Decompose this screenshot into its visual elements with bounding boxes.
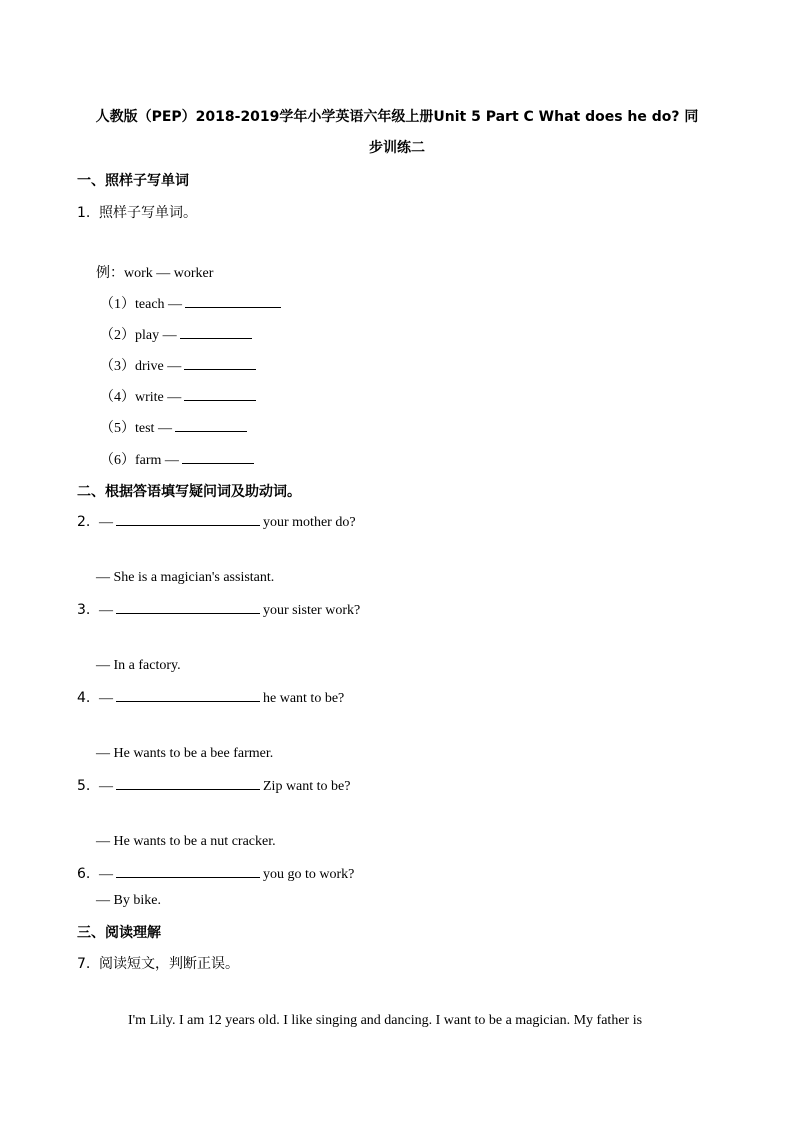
answer-line: — By bike. — [96, 893, 161, 908]
fill-item-label: （4）write — — [100, 390, 182, 405]
fill-item — [100, 355, 259, 375]
fill-item-label: （5）test — — [100, 421, 172, 436]
question-number: 5. — [77, 778, 91, 794]
question-number: 3. — [77, 602, 91, 618]
question-number: 7. — [77, 956, 91, 972]
dash: — — [99, 867, 113, 882]
answer-blank[interactable] — [180, 324, 252, 339]
reading-passage: I'm Lily. I am 12 years old. I like singing and dancing. I want to be a magician. My father is — [128, 1013, 643, 1028]
fill-item — [100, 293, 284, 313]
question-number: 2. — [77, 514, 91, 530]
answer-line: — In a factory. — [96, 658, 181, 673]
question-6 — [77, 863, 354, 883]
answer-blank[interactable] — [116, 863, 260, 878]
fill-item-label: （3）drive — — [100, 359, 182, 374]
fill-item — [100, 324, 255, 344]
answer-line: — He wants to be a nut cracker. — [96, 834, 276, 849]
answer-blank[interactable] — [184, 386, 256, 401]
question-7 — [77, 953, 239, 973]
answer-blank[interactable] — [182, 449, 254, 464]
answer-blank[interactable] — [116, 599, 260, 614]
question-number: 1. — [77, 205, 91, 221]
answer-blank[interactable] — [175, 417, 247, 432]
answer-blank[interactable] — [116, 775, 260, 790]
section-heading-2: 二、根据答语填写疑问词及助动词。 — [77, 484, 301, 500]
question-suffix: your sister work? — [263, 603, 361, 618]
question-text: 阅读短文，判断正误。 — [99, 956, 239, 972]
fill-item — [100, 417, 250, 437]
fill-item-label: （1）teach — — [100, 297, 183, 312]
question-5 — [77, 775, 350, 795]
dash: — — [99, 515, 113, 530]
dash: — — [99, 779, 113, 794]
question-1 — [77, 202, 197, 222]
fill-item — [100, 386, 259, 406]
question-number: 4. — [77, 690, 91, 706]
answer-blank[interactable] — [184, 355, 256, 370]
example-line: 例：work — worker — [96, 266, 214, 281]
worksheet-title-continued: 步训练二 — [369, 140, 425, 156]
section-heading-1: 一、照样子写单词 — [77, 173, 189, 189]
answer-blank[interactable] — [116, 687, 260, 702]
answer-line: — He wants to be a bee farmer. — [96, 746, 274, 761]
worksheet-title: 人教版（PEP）2018-2019学年小学英语六年级上册Unit 5 Part C What does he do? 同 — [95, 109, 699, 125]
fill-item-label: （6）farm — — [100, 453, 179, 468]
dash: — — [99, 691, 113, 706]
question-4 — [77, 687, 344, 707]
answer-blank[interactable] — [185, 293, 281, 308]
dash: — — [99, 603, 113, 618]
question-suffix: Zip want to be? — [263, 779, 351, 794]
question-3 — [77, 599, 360, 619]
fill-item-label: （2）play — — [100, 328, 177, 343]
question-suffix: you go to work? — [263, 867, 355, 882]
question-2 — [77, 511, 356, 531]
section-heading-3: 三、阅读理解 — [77, 925, 161, 941]
question-number: 6. — [77, 866, 91, 882]
question-suffix: he want to be? — [263, 691, 345, 706]
fill-item — [100, 449, 257, 469]
answer-line: — She is a magician's assistant. — [96, 570, 275, 585]
question-suffix: your mother do? — [263, 515, 356, 530]
answer-blank[interactable] — [116, 511, 260, 526]
question-text: 照样子写单词。 — [99, 205, 197, 221]
